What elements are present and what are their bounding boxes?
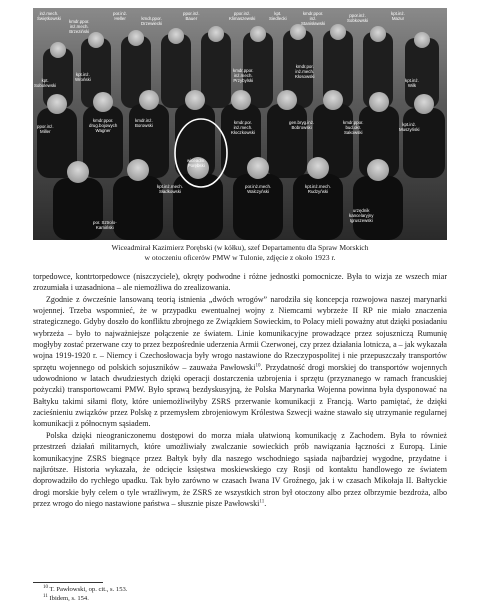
footnote-ref-10[interactable]: 10	[255, 363, 261, 369]
photo-label: ppor.inż. Bauer	[183, 11, 200, 21]
photo-label: wiceadm. Porębski	[187, 158, 206, 168]
photo-label: kpt. Siedlecki	[269, 11, 287, 21]
photo-label: kpt.inż. Mazur	[391, 11, 405, 21]
photo-label: gen.bryg.inż. Bobrowski	[289, 120, 315, 130]
photo-label: kmdr.por. inż.mech. Kłoczkowski	[231, 120, 255, 135]
paragraph-1: torpedowce, kontrtorpedowce (niszczyciele), okręty podwodne i różne jednostki pomocnicze. Była to wizja ze wszech miar zrozumiała i uzasadniona – ale niemożliwa do zrealizowania.	[33, 272, 447, 293]
paragraph-2	[33, 294, 447, 430]
body-text	[33, 271, 447, 509]
paragraph-3-text-a: Polska dzięki nieograniczonemu dostępowi do morza miała ułatwioną komunikację z Zachodem. Była to również przestrzeń działań militarnych, które umożliwiały zwalczanie sowieckich prób nawiązania łączności z Europą. Linie komunikacyjne ZSRS biegnące przez Bałtyk były dla naszego wschodniego sąsiada najbardziej wygodne, przydatne i najkrótsze. Historia wykazała, że odcięcie księstwa moskiewskiego czy Rosji od kontaktu handlowego ze światem doprowadziło do rychłego upadku. Tak było zarówno w czasach Iwana IV Groźnego, jak i w czasach Mikołaja II. Bałtyckie drogi morskie były celem o tyle wrażliwym, że ZSRS ze wszystkich stron był otoczony albo przez olbrzymie bezdroża, albo przez wrogo do niego nastawione państwa – słusznie pisze Pawłowski	[33, 430, 447, 508]
photo-label: por.inż. Heller	[113, 11, 128, 21]
footnote-text: Ibidem, s. 154.	[47, 595, 89, 602]
photo-label: kmdr.por. inż.mech. Kłosowski	[295, 64, 315, 79]
photo-label: ppor.inż. Sobkowski	[347, 13, 368, 23]
photo-label: inż.mech. Świętkowski	[37, 11, 61, 21]
photo-label: kmdr.ppor. inż.mech. Brzeziński	[69, 19, 90, 34]
photo-label: kpt. Sobolewski	[34, 78, 57, 88]
paragraph-3	[33, 430, 447, 509]
footnote-number: 11	[43, 593, 48, 599]
footnote-rule	[33, 582, 103, 583]
photo-label: kpt.inż. Wroński	[75, 72, 91, 82]
footnote-number: 10	[43, 584, 48, 590]
photo-label: kpt.inż.mech. Rudzyński	[305, 184, 331, 194]
photo-label: kmdr.inż. Borowski	[135, 118, 153, 128]
paragraph-2-text-b: . Przydatność drogi morskiej do transportów wojennych udowodniono w latach dwudziestych dzięki operacji dostarczenia uzbrojenia i sprzętu (przyznanego w ramach francuskiej pożyczki) transportowcami PMW. Było sprawą bezdyskusyjną, że Polska Marynarka Wojenna powinna była dysponować na Bałtyku takimi siłami floty, które uniemożliwiłyby ZSRS przerwanie komunikacji z Francją. Warto pamiętać, że dzięki zacieśnieniu związków przez Polskę z przemysłem zbrojeniowym Królestwa Szwecji ważne stawało się utrzymanie regularnej komunikacji z północnym sąsiadem.	[33, 362, 447, 429]
photo-label: kpt.inż. Muszyński	[399, 122, 420, 132]
photo-label: kmdr.ppor. inż.mech. Przybylski	[233, 68, 254, 83]
photo-label: kmdr.ppor. bud.okr. Sakowski	[343, 120, 364, 135]
caption-line-2: w otoczeniu oficerów PMW w Tulonie, zdjęcie z około 1923 r.	[144, 253, 336, 262]
footnote-text: T. Pawłowski, op. cit., s. 153.	[48, 586, 128, 593]
paragraph-2-text-a: Zgodnie z ówcześnie lansowaną teorią istnienia „dwóch wrogów” narodziła się koncepcja rozwojowa naszej marynarki wojennej. Trzeba wspomnieć, że w przypadku ewentualnej wojny z Niemcami wybrzeże II RP nie miało znaczenia strategicznego. Gdyby doszło do konfliktu zbrojnego ze Związkiem Sowieckim, to Polacy mieli poważny atut dzięki posiadaniu wybrzeża – było to najważniejsze połączenie ze światem. Linie komunikacyjne prowadzące przez sojuszniczą Rumunię mogłyby zostać przerwane czy to przez bezpośrednie uderzenia Armii Czerwonej, czy przez działania lotnicza, a – jak wykazała wojna 1919-1920 r. – Niemcy i Czechosłowacja były wrogo nastawione do Rzeczypospolitej i nie przepuszczały transportów sprzętu wojennego od polskich sojuszników – zauważa Pawłowski	[33, 294, 447, 372]
photo-label: kpt.inż. Wilk	[405, 78, 419, 88]
photo-label: urzędnik kancelaryjny Igruszewski	[349, 208, 374, 223]
footnote-ref-11[interactable]: 11	[259, 499, 265, 505]
photo-label: ppor.inż. Klimaszewski	[229, 11, 256, 21]
photo-label: kmdr.ppor. drug.bojowych Wagner	[89, 118, 118, 133]
group-photograph	[33, 8, 447, 240]
footnote-11	[43, 594, 447, 603]
photo-label: por. Sztrolo- Kamiński	[93, 220, 117, 230]
paragraph-3-text-b: .	[264, 498, 267, 508]
photo-label: kpt.inż.mech. Sładkowski	[157, 184, 183, 194]
photo-label: kmdr.ppor. Drzewiecki	[141, 16, 163, 26]
photo-label: ppor.inż. Miller	[37, 124, 54, 134]
footnotes	[33, 582, 447, 603]
photo-label: por.inż.mech. Walczyński	[245, 184, 272, 194]
photo-label: kmdr.ppor. inż. Stanisławski	[301, 11, 326, 26]
caption-line-1: Wiceadmirał Kazimierz Porębski (w kółku), szef Departamentu dla Spraw Morskich	[111, 243, 369, 252]
footnote-10	[43, 585, 447, 594]
photo-caption	[33, 243, 447, 263]
